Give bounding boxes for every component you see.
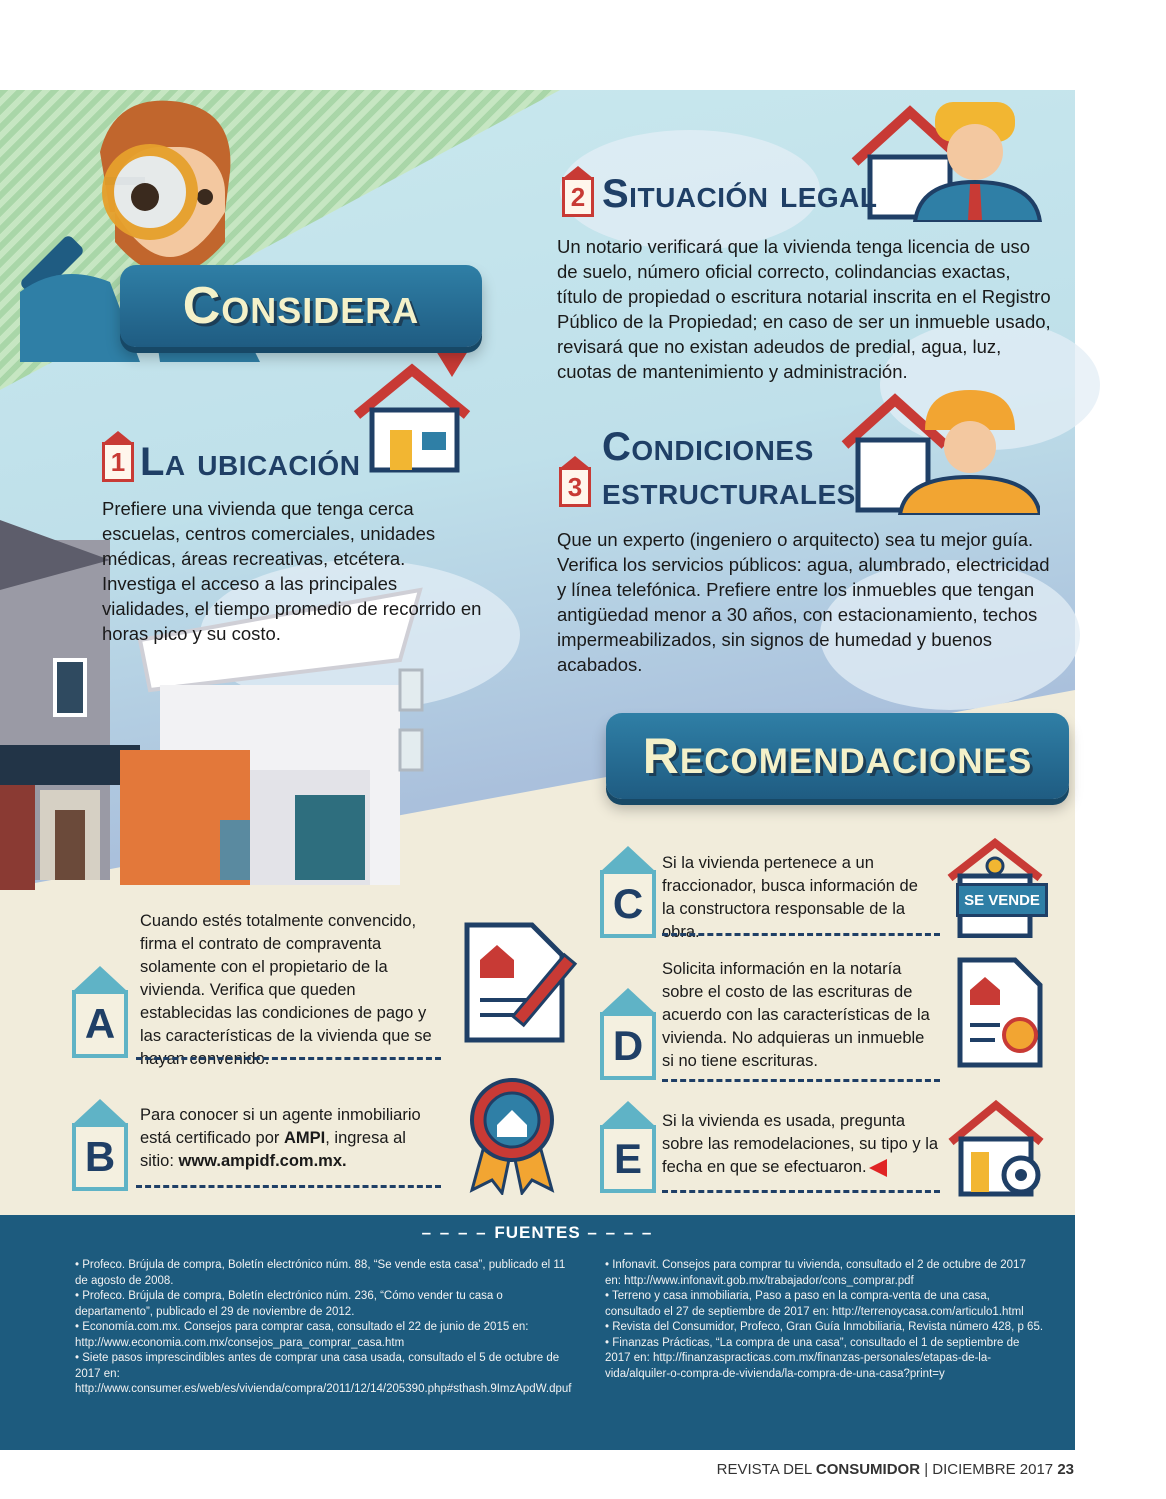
rec-b-divider — [136, 1185, 441, 1188]
engineer-illustration — [840, 385, 1040, 515]
rec-d-text: Solicita información en la notaría sobre el costo de las escrituras de acuerdo con las características de la vivienda. No adquieras un inmueble si no tiene escrituras. — [662, 960, 930, 1070]
certified-badge-icon — [462, 1075, 562, 1195]
sources-panel — [0, 1215, 1075, 1450]
rec-b-ampi: AMPI — [284, 1129, 326, 1147]
page-footer — [717, 1461, 1074, 1478]
section-3-title — [602, 425, 856, 513]
recomendaciones-banner — [606, 713, 1069, 799]
source-item: • Siete pasos imprescindibles antes de comprar una casa usada, consultado el 5 de octubre de 2017 en: http://www.consumer.es/web/es/vivienda/compra/2011/12/14/205390.php#sthash.9ImzApdW.dpuf — [75, 1352, 572, 1395]
section-3-title-line2: estructurales — [602, 469, 856, 513]
sources-title: – – – – FUENTES – – – – — [421, 1223, 654, 1242]
sources-left-column — [75, 1258, 580, 1398]
footer-magazine-pre: REVISTA DEL — [716, 1461, 816, 1478]
source-item: • Economía.com.mx. Consejos para comprar casa, consultado el 22 de junio de 2015 en: http://www.economia.com.mx/consejos_para_comprar_casa.htm — [75, 1321, 529, 1349]
rec-b-text-pre: Para conocer si un agente inmobiliario está certificado por — [140, 1106, 421, 1147]
rec-c-divider — [662, 933, 940, 936]
deed-certificate-icon — [955, 955, 1045, 1070]
contract-icon — [462, 920, 582, 1045]
section-3-title-line1: Condiciones — [602, 425, 814, 469]
rec-e-divider — [662, 1190, 940, 1193]
rec-e-text — [662, 1110, 944, 1179]
section-3-number: 3 — [559, 467, 591, 507]
rec-b-text-mid: , ingresa al sitio: — [140, 1129, 406, 1170]
rec-a-divider — [136, 1057, 441, 1060]
sources-right-column — [605, 1258, 1045, 1382]
renovation-house-icon — [946, 1097, 1046, 1197]
section-2-text: Un notario verificará que la vivienda tenga licencia de uso de suelo, número oficial correcto, colindancias exactas, título de propiedad o escritura notarial inscrita en el Registro Público de la Propiedad; en caso de ser un inmueble usado, revisará que no existan adeudos de predial, agua, luz, cuotas de mantenimiento y administración. — [557, 236, 1051, 382]
section-1-text: Prefiere una vivienda que tenga cerca escuelas, centros comerciales, unidades médicas, áreas recreativas, etcétera. Investiga el acceso a las principales vialidades, el tiempo promedio de recorrido en horas pico y su costo. — [102, 498, 482, 644]
rec-a-text: Cuando estés totalmente convencido, firma el contrato de compraventa solamente con el propietario de la vivienda. Verifica que queden establecidas las condiciones de pago y las características de la vivienda que se hayan convenido. — [140, 912, 432, 1068]
rec-a-letter: A — [72, 990, 128, 1058]
sources-title-text: FUENTES — [494, 1223, 581, 1242]
end-triangle-icon — [869, 1159, 887, 1177]
for-sale-sign: SE VENDE — [956, 883, 1048, 917]
rec-b-letter: B — [72, 1123, 128, 1191]
source-item: • Finanzas Prácticas, “La compra de una casa”, consultado el 1 de septiembre de 2017 en: http://finanzaspracticas.com.mx/finanzas-personales/etapas-de-la-vida/alquiler-o-compra-de-vivienda/la-compra-de-una-casa?print=y — [605, 1336, 1020, 1380]
rec-e-letter: E — [600, 1125, 656, 1193]
rec-d-divider — [662, 1079, 940, 1082]
section-3-text: Que un experto (ingeniero o arquitecto) sea tu mejor guía. Verifica los servicios públicos: agua, alumbrado, electricidad y línea telefónica. Prefiere entre los inmuebles que tengan antigüedad menor a 30 años, con estacionamiento, techos impermeabilizados, sin signos de humedad y buenos acabados. — [557, 529, 1050, 675]
rec-e-text-body: Si la vivienda es usada, pregunta sobre las remodelaciones, su tipo y la fecha en que se efectuaron. — [662, 1112, 939, 1176]
rec-c-letter: C — [600, 870, 656, 938]
section-2-number: 2 — [562, 177, 594, 217]
section-1-number: 1 — [102, 442, 134, 482]
notary-illustration — [850, 92, 1050, 222]
source-item: • Revista del Consumidor, Profeco, Gran Guía Inmobiliaria, Revista número 428, p 65. — [605, 1321, 1044, 1333]
rec-b-website-link[interactable]: www.ampidf.com.mx. — [178, 1152, 347, 1170]
considera-banner — [120, 265, 482, 347]
footer-magazine-name: CONSUMIDOR — [815, 1461, 921, 1478]
section-1-title: La ubicación — [140, 440, 361, 484]
page-number: 23 — [1057, 1461, 1074, 1478]
source-item: • Profeco. Brújula de compra, Boletín electrónico núm. 236, “Cómo vender tu casa o departamento”, publicado el 29 de noviembre de 2012. — [75, 1290, 503, 1318]
section-2-title: Situación legal — [602, 172, 878, 216]
rec-b-text — [140, 1104, 430, 1173]
footer-separator: | — [920, 1461, 933, 1478]
source-item: • Infonavit. Consejos para comprar tu vivienda, consultado el 2 de octubre de 2017 en: http://www.infonavit.gob.mx/trabajador/cons_comprar.pdf — [605, 1259, 1026, 1287]
source-item: • Terreno y casa inmobiliaria, Paso a paso en la compra-venta de una casa, consultado el 27 de septiembre de 2017 en: http://terrenoycasa.com/articulo1.html — [605, 1290, 1024, 1318]
considera-title: Considera — [182, 277, 420, 335]
rec-d-letter: D — [600, 1012, 656, 1080]
footer-date: DICIEMBRE 2017 — [932, 1461, 1058, 1478]
recomendaciones-title: Recomendaciones — [642, 728, 1033, 784]
source-item: • Profeco. Brújula de compra, Boletín electrónico núm. 88, “Se vende esta casa”, publicado el 11 de agosto de 2008. — [75, 1259, 566, 1287]
rec-c-text: Si la vivienda pertenece a un fraccionador, busca información de la constructora responsable de la obra. — [662, 854, 918, 941]
